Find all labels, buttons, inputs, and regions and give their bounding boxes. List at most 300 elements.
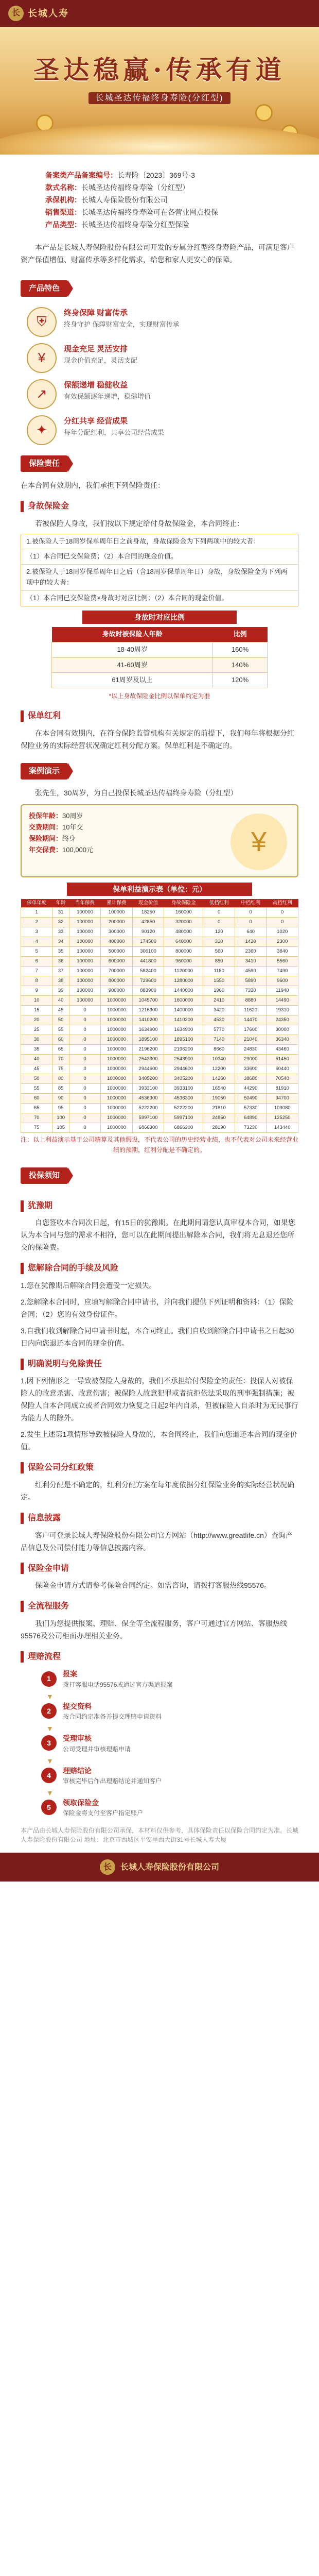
benefit-cell: 105 [52,1123,69,1133]
benefit-cell: 300000 [101,927,133,937]
flow-arrow-icon: ▼ [46,1724,54,1733]
benefit-cell: 600000 [101,957,133,967]
benefit-row [21,996,298,1006]
benefit-cell: 90 [52,1094,69,1104]
benefit-cell: 42850 [132,918,164,927]
benefit-cell: 3933100 [164,1084,203,1094]
case-key: 投保年龄： [29,811,63,820]
benefit-cell: 0 [69,1055,101,1064]
benefit-cell: 10 [21,996,53,1006]
benefit-cell: 94700 [267,1094,298,1104]
benefit-cell: 75 [52,1064,69,1074]
flow-step-body [63,1668,172,1689]
company-logo-icon: 长 [8,6,24,21]
benefit-cell: 11620 [235,1006,267,1015]
benefit-cell: 100000 [69,947,101,957]
benefit-cell: 21810 [203,1104,235,1113]
info-value: 长城圣达传福终身寿险分红型保险 [81,221,189,229]
feature-desc: 每年分配红利，共享公司经营成果 [64,429,165,436]
benefit-cell: 9 [21,986,53,996]
benefit-cell: 9600 [267,976,298,986]
rate-cell: 61周岁及以上 [52,673,213,688]
benefit-cell: 800000 [101,976,133,986]
info-key: 款式名称： [45,183,81,192]
benefit-cell: 14490 [267,996,298,1006]
benefit-cell: 800000 [164,947,203,957]
gold-coin-icon [255,104,273,122]
benefit-cell: 320000 [164,918,203,927]
formula-line: （1）本合同已交保险费×身故时对应比例；（2）本合同的现金价值。 [26,594,228,602]
benefit-row [21,947,298,957]
benefit-row [21,986,298,996]
benefit-cell: 2196200 [164,1045,203,1055]
benefit-cell: 14470 [235,1015,267,1025]
death-benefit-formula [21,534,298,606]
flow-arrow-icon: ▼ [46,1756,54,1765]
info-row [45,194,298,206]
benefit-cell: 24350 [267,1015,298,1025]
benefit-cell: 50 [21,1074,53,1084]
flow-step-body [63,1733,131,1753]
benefit-col-header: 身故保险金 [164,899,203,908]
benefit-col-header: 保单年度 [21,899,53,908]
benefit-cell: 1550 [203,976,235,986]
disclosure-heading: 信息披露 [21,1512,298,1525]
flow-step-title: 报案 [63,1670,77,1679]
dividend-policy-heading: 保险公司分红政策 [21,1461,298,1475]
benefit-cell: 729600 [132,976,164,986]
benefit-col-header: 年龄 [52,899,69,908]
benefit-cell: 30000 [267,1025,298,1035]
benefit-cell: 7 [21,967,53,976]
benefit-cell: 0 [69,1025,101,1035]
benefit-cell: 1960 [203,986,235,996]
benefit-cell: 8660 [203,1045,235,1055]
case-value: 10年交 [62,823,83,831]
benefit-cell: 3420 [203,1006,235,1015]
benefit-cell: 1 [21,908,53,918]
feature-desc: 现金价值充足，灵活支配 [64,357,138,364]
benefit-cell: 8880 [235,996,267,1006]
benefit-cell: 100000 [69,996,101,1006]
benefit-cell: 7320 [235,986,267,996]
benefit-cell: 100000 [101,908,133,918]
benefit-cell: 51450 [267,1055,298,1064]
benefit-cell: 143440 [267,1123,298,1133]
benefit-cell: 883900 [132,986,164,996]
benefit-row [21,1015,298,1025]
feature-body [64,379,151,402]
benefit-cell: 40 [52,996,69,1006]
benefit-cell: 73230 [235,1123,267,1133]
growth-icon: ↗ [27,379,57,409]
benefit-cell: 900000 [101,986,133,996]
benefit-row [21,1035,298,1045]
benefit-cell: 5222200 [164,1104,203,1113]
benefit-cell: 441800 [132,957,164,967]
benefit-cell: 1000000 [101,1123,133,1133]
info-value: 长城人寿保险股份有限公司 [81,196,168,204]
surrender-text-3: 3.自我们收到解除合同申请书时起，本合同终止。我们自收到解除合同申请书之日起30日内向您退还本合同的现金价值。 [21,1326,294,1347]
benefit-cell: 29000 [235,1055,267,1064]
formula-line: （1）本合同已交保险费；（2）本合同的现金价值。 [21,549,298,565]
rate-table-heading: 身故时对应比例 [82,611,237,624]
benefit-row [21,1084,298,1094]
benefit-cell: 64890 [235,1113,267,1123]
info-row [45,169,298,181]
benefit-cell: 50 [52,1015,69,1025]
benefit-cell: 2410 [203,996,235,1006]
benefit-cell: 0 [69,1123,101,1133]
rate-cell: 140% [213,657,268,673]
benefit-cell: 100000 [69,986,101,996]
benefit-cell: 0 [203,918,235,927]
section-coverage-heading: 保险责任 [21,455,68,472]
benefit-cell: 3405200 [164,1074,203,1084]
benefit-table-heading: 保单利益演示表（单位：元） [67,883,252,896]
benefit-table [21,899,298,1133]
benefit-cell: 43460 [267,1045,298,1055]
benefit-cell: 5890 [235,976,267,986]
benefit-cell: 40 [21,1055,53,1064]
claim-flow-heading: 理赔流程 [21,1650,298,1664]
benefit-cell: 20 [21,1015,53,1025]
flow-step-title: 领取保险金 [63,1799,99,1807]
benefit-cell: 55 [21,1084,53,1094]
benefit-cell: 11940 [267,986,298,996]
benefit-cell: 36 [52,957,69,967]
exclusion-heading: 明确说明与免除责任 [21,1358,298,1371]
dividend-policy-text: 红利分配是不确定的，红利分配方案在每年度依据分红保险业务的实际经营状况确定。 [21,1481,294,1502]
benefit-cell: 38 [52,976,69,986]
benefit-cell: 2196200 [132,1045,164,1055]
claim-text: 保险金申请方式请参考保险合同约定。如需咨询，请拨打客服热线95576。 [35,1581,271,1590]
benefit-row [21,1123,298,1133]
benefit-cell: 2 [21,918,53,927]
benefit-cell: 35 [21,1045,53,1055]
benefit-cell: 310 [203,937,235,947]
benefit-cell: 2944600 [132,1064,164,1074]
benefit-cell: 1180 [203,967,235,976]
coverage-intro: 在本合同有效期内，我们承担下列保险责任： [21,481,165,489]
benefit-cell: 640 [235,927,267,937]
benefit-row [21,1094,298,1104]
surrender-text-1: 1.您在犹豫期后解除合同会遭受一定损失。 [21,1281,156,1290]
flow-step-desc: 保险金将支付至客户指定账户 [63,1809,144,1817]
bonus-icon: ✦ [27,415,57,445]
benefit-row [21,908,298,918]
benefit-row [21,1104,298,1113]
section-features-heading: 产品特色 [21,280,68,297]
benefit-cell: 10340 [203,1055,235,1064]
benefit-cell: 60 [52,1035,69,1045]
benefit-cell: 1634900 [164,1025,203,1035]
benefit-cell: 1000000 [101,1084,133,1094]
benefit-cell: 1600000 [164,996,203,1006]
feature-item [0,304,319,340]
claim-heading: 保险金申请 [21,1562,298,1575]
flow-step [41,1701,278,1721]
benefit-cell: 65 [52,1045,69,1055]
footer-bar [0,1853,319,1882]
benefit-cell: 174500 [132,937,164,947]
money-bag-icon: ¥ [231,814,287,870]
benefit-cell: 960000 [164,957,203,967]
benefit-cell: 1895100 [164,1035,203,1045]
benefit-cell: 0 [267,918,298,927]
service-text: 我们为您提供报案、理赔、保全等全流程服务，客户可通过官方网站、客服热线95576及公司柜面办理相关业务。 [21,1619,287,1640]
benefit-cell: 1000000 [101,1074,133,1084]
benefit-cell: 0 [69,1094,101,1104]
benefit-cell: 37 [52,967,69,976]
benefit-cell: 35 [52,947,69,957]
exclusion-text-2: 2.发生上述第1项情形导致被保险人身故的，本合同终止，我们向您退还本合同的现金价值。 [21,1430,297,1451]
surrender-text-2: 2.您解除本合同时，应填写解除合同申请书，并向我们提供下列证明和资料：（1）保险合同；（2）您的有效身份证件。 [21,1297,294,1318]
benefit-cell: 3410 [235,957,267,967]
flow-step-number: 4 [41,1768,57,1783]
benefit-cell: 1000000 [101,1055,133,1064]
flow-step-body [63,1765,162,1786]
benefit-cell: 55 [52,1025,69,1035]
feature-desc: 终身守护 保障财富安全，实现财富传承 [64,320,180,328]
benefit-row [21,1074,298,1084]
benefit-cell: 12200 [203,1064,235,1074]
benefit-cell: 1000000 [101,1094,133,1104]
disclosure-text: 客户可登录长城人寿保险股份有限公司官方网站（http://www.greatlife.cn）查询产品信息及公司偿付能力等信息披露内容。 [21,1531,293,1552]
benefit-cell: 100000 [69,957,101,967]
feature-item [0,412,319,448]
benefit-cell: 1420 [235,937,267,947]
info-value: 长寿险〔2023〕369号-3 [117,171,195,179]
benefit-cell: 81910 [267,1084,298,1094]
case-key: 交费期间： [29,823,63,831]
benefit-cell: 100000 [69,918,101,927]
exclusion-text-1: 1.因下列情形之一导致被保险人身故的，我们不承担给付保险金的责任：投保人对被保险人的故意杀害、故意伤害；被保险人故意犯罪或者抗拒依法采取的刑事强制措施；被保险人自本合同成立或者合同效力恢复之日起2年内自杀，但被保险人自杀时为无民事行为能力人的除外。 [21,1377,298,1422]
case-key: 年交保费： [29,845,63,854]
benefit-row [21,937,298,947]
bonus-heading: 保单红利 [21,709,298,723]
features-list [0,304,319,448]
benefit-cell: 0 [69,1045,101,1055]
benefit-cell: 80 [52,1074,69,1084]
benefit-cell: 15 [21,1006,53,1015]
flow-step-desc: 拨打客服电话95576或通过官方渠道报案 [63,1681,173,1688]
case-key: 保险期间： [29,834,63,842]
benefit-row [21,1064,298,1074]
benefit-cell: 1280000 [164,976,203,986]
benefit-cell: 1440000 [164,986,203,996]
rate-cell: 41-60周岁 [52,657,213,673]
info-row [45,181,298,194]
benefit-row [21,976,298,986]
hero-subtitle [0,92,319,105]
benefit-cell: 7140 [203,1035,235,1045]
benefit-cell: 1000000 [101,1104,133,1113]
benefit-cell: 3840 [267,947,298,957]
company-name: 长城人寿 [28,8,69,19]
death-benefit-desc: 若被保险人身故，我们按以下规定给付身故保险金，本合同终止： [35,519,244,528]
benefit-cell: 25 [21,1025,53,1035]
benefit-cell: 5560 [267,957,298,967]
flow-step-title: 理赔结论 [63,1766,92,1775]
bonus-desc: 在本合同有效期内，在符合保险监管机构有关规定的前提下，我们每年将根据分红保险业务的实际经营状况确定红利分配方案。保单红利是不确定的。 [21,728,294,750]
benefit-cell: 60440 [267,1064,298,1074]
benefit-cell: 3405200 [132,1074,164,1084]
case-value: 30周岁 [62,811,83,820]
benefit-cell: 4590 [235,967,267,976]
benefit-cell: 3933100 [132,1084,164,1094]
rate-cell: 160% [213,642,268,657]
benefit-cell: 1000000 [101,1035,133,1045]
benefit-cell: 4 [21,937,53,947]
benefit-cell: 19050 [203,1094,235,1104]
info-value: 长城圣达传福终身寿险可在各营业网点投保 [81,208,218,216]
benefit-cell: 24850 [203,1113,235,1123]
feature-title: 终身保障 财富传承 [64,309,128,317]
feature-body [64,307,180,330]
benefit-cell: 1400000 [164,1006,203,1015]
benefit-cell: 120 [203,927,235,937]
benefit-cell: 85 [52,1084,69,1094]
benefit-cell: 700000 [101,967,133,976]
benefit-cell: 90120 [132,927,164,937]
benefit-row [21,1045,298,1055]
benefit-cell: 33 [52,927,69,937]
rate-table [51,627,268,688]
flow-step-number: 2 [41,1703,57,1719]
formula-line: 1.被保险人于18周岁保单周年日之前身故，身故保险金为下列两项中的较大者： [21,534,298,550]
benefit-row [21,1055,298,1064]
flow-step [41,1733,278,1753]
benefit-cell: 5770 [203,1025,235,1035]
info-key: 承保机构： [45,196,81,204]
flow-step-number: 5 [41,1800,57,1815]
info-key: 销售渠道： [45,208,81,216]
feature-body [64,415,164,438]
benefit-table-note: 注：以上利益演示基于公司精算及其他假设，不代表公司的历史经营业绩，也不代表对公司未来经营业绩的预期，红利分配是不确定的。 [21,1136,299,1154]
benefit-cell: 0 [203,908,235,918]
benefit-cell: 0 [69,1113,101,1123]
benefit-col-header: 累计保费 [101,899,133,908]
benefit-cell: 4536300 [132,1094,164,1104]
benefit-cell: 21040 [235,1035,267,1045]
benefit-cell: 850 [203,957,235,967]
claim-flow [41,1668,278,1818]
benefit-cell: 3 [21,927,53,937]
flow-step-body [63,1797,143,1818]
benefit-cell: 5997100 [132,1113,164,1123]
benefit-cell: 1000000 [101,1045,133,1055]
benefit-cell: 200000 [101,918,133,927]
flow-step-number: 1 [41,1671,57,1687]
hero-subtitle-text: 长城圣达传福终身寿险(分红型) [88,92,231,104]
benefit-col-header: 当年保费 [69,899,101,908]
flow-step-body [63,1701,162,1721]
flow-step-desc: 按合同约定准备并提交理赔申请资料 [63,1713,162,1721]
benefit-cell: 57330 [235,1104,267,1113]
benefit-cell: 6 [21,957,53,967]
benefit-cell: 100000 [69,908,101,918]
footer-company-name: 长城人寿保险股份有限公司 [120,1862,219,1872]
benefit-cell: 18250 [132,908,164,918]
benefit-cell: 109080 [267,1104,298,1113]
benefit-row [21,927,298,937]
case-summary [21,804,298,877]
flow-step [41,1668,278,1689]
benefit-col-header: 低档红利 [203,899,235,908]
benefit-cell: 30 [21,1035,53,1045]
benefit-col-header: 中档红利 [235,899,267,908]
benefit-cell: 560 [203,947,235,957]
benefit-cell: 6866300 [132,1123,164,1133]
benefit-cell: 0 [69,1015,101,1025]
benefit-cell: 1410200 [132,1015,164,1025]
benefit-cell: 70540 [267,1074,298,1084]
flow-step-title: 提交资料 [63,1702,92,1710]
flow-step-title: 受理审核 [63,1734,92,1743]
benefit-cell: 32 [52,918,69,927]
rate-col-header: 身故时被保险人年龄 [52,627,213,642]
benefit-cell: 0 [267,908,298,918]
benefit-cell: 480000 [164,927,203,937]
coin-icon: ¥ [27,343,57,373]
section-case-heading: 案例演示 [21,763,68,779]
benefit-cell: 1410200 [164,1015,203,1025]
benefit-cell: 19310 [267,1006,298,1015]
flow-arrow-icon: ▼ [46,1789,54,1798]
benefit-cell: 1020 [267,927,298,937]
benefit-cell: 60 [21,1094,53,1104]
benefit-cell: 14260 [203,1074,235,1084]
flow-step [41,1765,278,1786]
benefit-cell: 31 [52,908,69,918]
benefit-row [21,957,298,967]
benefit-cell: 38680 [235,1074,267,1084]
benefit-cell: 75 [21,1123,53,1133]
case-lead: 张先生，30周岁，为自己投保长城圣达传福终身寿险（分红型） [35,788,238,797]
benefit-cell: 500000 [101,947,133,957]
benefit-cell: 17600 [235,1025,267,1035]
case-value: 100,000元 [62,845,94,854]
benefit-cell: 65 [21,1104,53,1113]
benefit-row [21,1025,298,1035]
benefit-cell: 39 [52,986,69,996]
benefit-cell: 5 [21,947,53,957]
benefit-cell: 0 [69,1035,101,1045]
benefit-cell: 1000000 [101,1006,133,1015]
benefit-cell: 33600 [235,1064,267,1074]
benefit-cell: 6866300 [164,1123,203,1133]
info-key: 备案类产品备案编号： [45,171,117,179]
product-intro: 本产品是长城人寿保险股份有限公司开发的专属分红型终身寿险产品，可满足客户资产保值增值、财富传承等多样化需求，给您和家人更安心的保障。 [21,243,294,264]
benefit-cell: 95 [52,1104,69,1113]
benefit-cell: 100000 [69,937,101,947]
rate-cell: 120% [213,673,268,688]
benefit-cell: 400000 [101,937,133,947]
feature-title: 保额递增 稳健收益 [64,381,128,389]
rate-row [52,642,268,657]
benefit-cell: 0 [69,1006,101,1015]
benefit-cell: 5222200 [132,1104,164,1113]
benefit-row [21,967,298,976]
benefit-cell: 16540 [203,1084,235,1094]
rate-note: *以上身故保险金比例以保单约定为准 [109,692,210,700]
benefit-cell: 1000000 [101,1064,133,1074]
service-heading: 全流程服务 [21,1600,298,1613]
benefit-col-header: 现金价值 [132,899,164,908]
benefit-row [21,1006,298,1015]
benefit-cell: 2944600 [164,1064,203,1074]
